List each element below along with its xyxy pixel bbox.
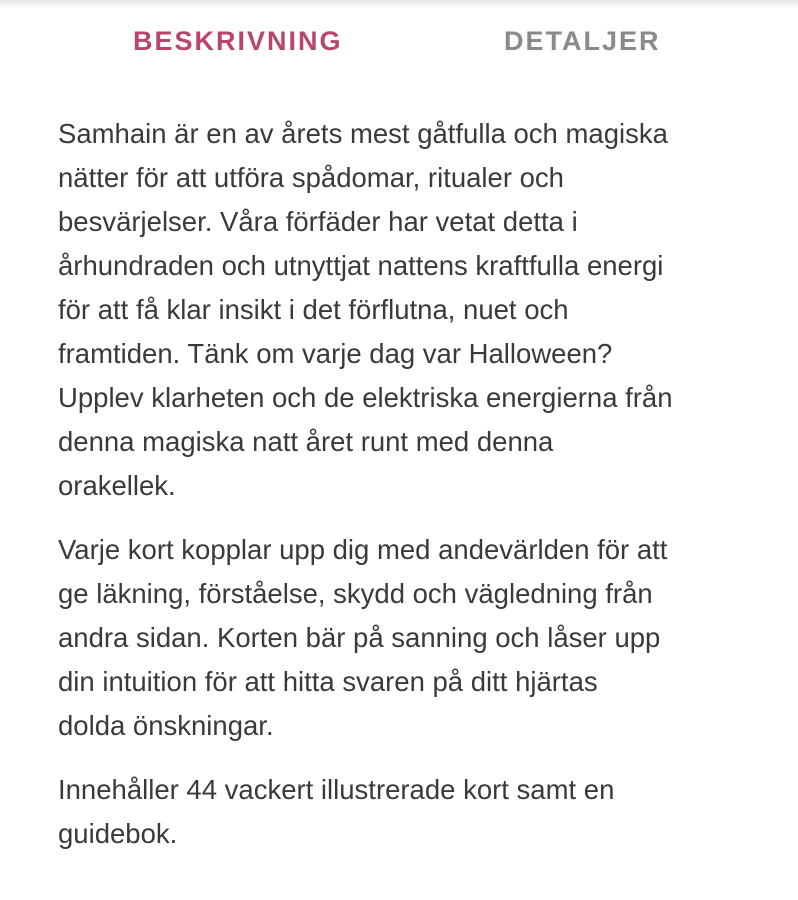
description-paragraph-3 bbox=[58, 768, 758, 856]
paragraph-line: besvärjelser. Våra förfäder har vetat detta i bbox=[58, 206, 578, 237]
tab-bar bbox=[0, 0, 798, 90]
paragraph-line: Upplev klarheten och de elektriska energierna från bbox=[58, 382, 673, 413]
paragraph-line: för att få klar insikt i det förflutna, nuet och bbox=[58, 294, 569, 325]
paragraph-line: andra sidan. Korten bär på sanning och låser upp bbox=[58, 622, 661, 653]
paragraph-line: århundraden och utnyttjat nattens kraftfulla energi bbox=[58, 250, 664, 281]
paragraph-line: denna magiska natt året runt med denna bbox=[58, 426, 554, 457]
paragraph-line: framtiden. Tänk om varje dag var Halloween? bbox=[58, 338, 613, 369]
description-content bbox=[58, 112, 758, 876]
tab-beskrivning[interactable]: BESKRIVNING bbox=[133, 26, 343, 56]
tab-detaljer[interactable]: DETALJER bbox=[504, 26, 661, 56]
paragraph-line: nätter för att utföra spådomar, ritualer och bbox=[58, 162, 564, 193]
paragraph-line: Varje kort kopplar upp dig med andevärlden för att bbox=[58, 534, 668, 565]
paragraph-line: dolda önskningar. bbox=[58, 710, 274, 741]
paragraph-line: din intuition för att hitta svaren på ditt hjärtas bbox=[58, 666, 598, 697]
description-paragraph-1 bbox=[58, 112, 758, 508]
paragraph-line: Samhain är en av årets mest gåtfulla och magiska bbox=[58, 118, 668, 149]
paragraph-line: Innehåller 44 vackert illustrerade kort samt en bbox=[58, 774, 615, 805]
paragraph-line: guidebok. bbox=[58, 818, 178, 849]
paragraph-line: ge läkning, förståelse, skydd och vägledning från bbox=[58, 578, 653, 609]
description-paragraph-2 bbox=[58, 528, 758, 748]
paragraph-line: orakellek. bbox=[58, 470, 176, 501]
